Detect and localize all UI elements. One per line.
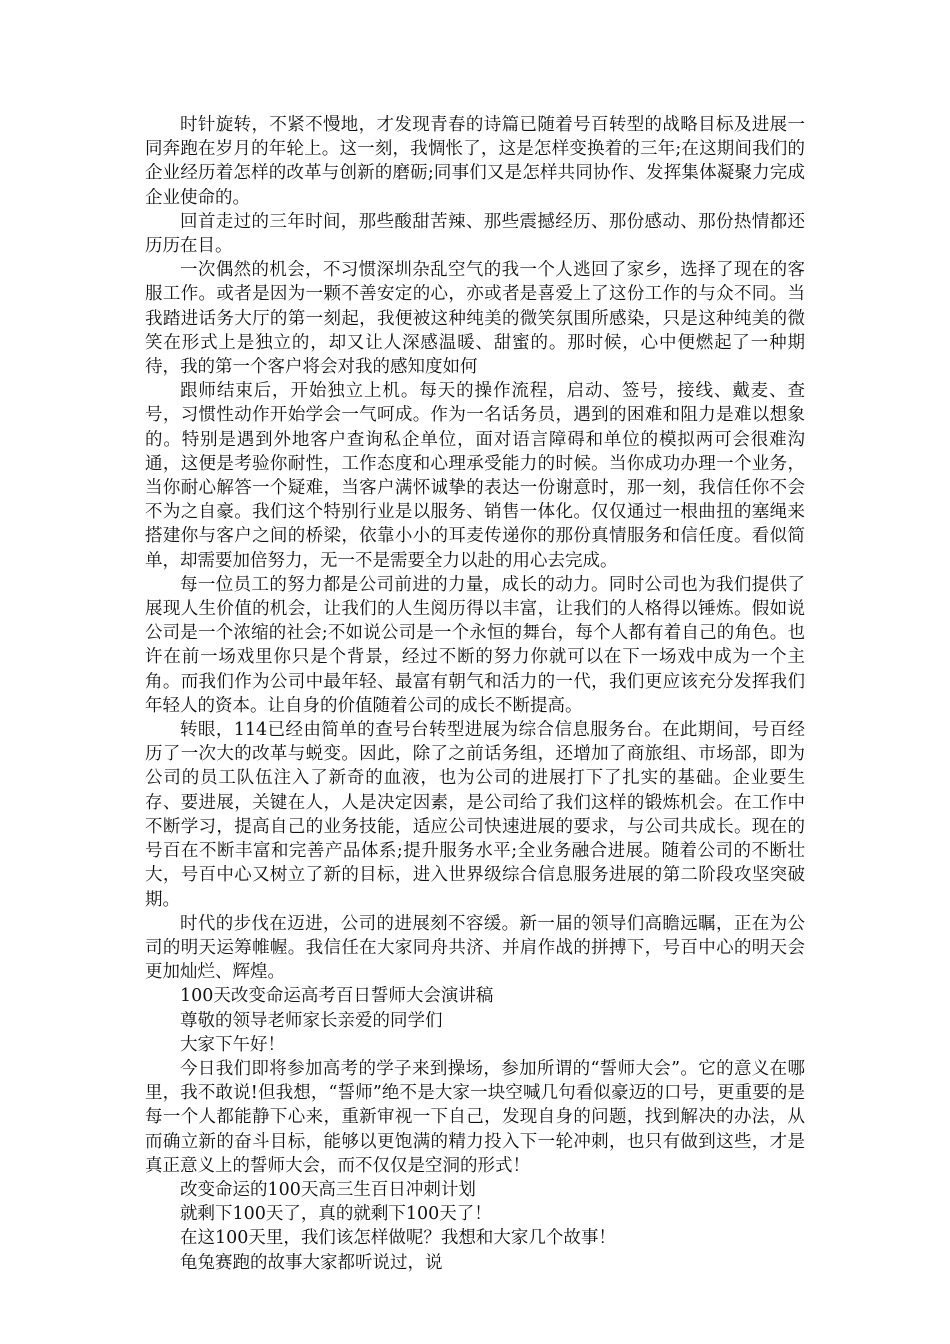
document-body xyxy=(145,113,805,1275)
speech-salutation: 尊敬的领导老师家长亲爱的同学们 xyxy=(180,1010,443,1031)
paragraph-tortoise-hare: 龟兔赛跑的故事大家都听说过，说 xyxy=(180,1252,443,1273)
paragraph-work-routine: 跟师结束后，开始独立上机。每天的操作流程，启动、签号，接线、戴麦、查号，习惯性动作开始学会一气呵成。作为一名话务员，遇到的困难和阻力是难以想象的。特别是遇到外地客户查询私企单位，面对语言障碍和单位的模拟两可会很难沟通，这便是考验你耐性，工作态度和心理承受能力的时候。当你成功办理一个业务，当你耐心解答一个疑难，当客户满怀诚挚的表达一份谢意时，那一刻，我信任你不会不为之自豪。我们这个特别行业是以服务、销售一体化。仅仅通过一根曲扭的塞绳来搭建你与客户之间的桥梁，依靠小小的耳麦传递你的那份真情服务和信任度。看似简单，却需要加倍努力，无一不是需要全力以赴的用心去完成。 xyxy=(145,381,805,571)
speech-title: 100天改变命运高考百日誓师大会演讲稿 xyxy=(180,986,494,1007)
paragraph-future: 时代的步伐在迈进，公司的进展刻不容缓。新一届的领导们高瞻远瞩，正在为公司的明天运筹帷幄。我信任在大家同舟共济、并肩作战的拼搏下，号百中心的明天会更加灿烂、辉煌。 xyxy=(145,913,805,983)
paragraph-100-days: 就剩下100天了，真的就剩下100天了！ xyxy=(180,1204,492,1225)
paragraph-intro: 时针旋转，不紧不慢地，才发现青春的诗篇已随着号百转型的战略目标及进展一同奔跑在岁月的年轮上。这一刻，我惆怅了，这是怎样变换着的三年;在这期间我们的企业经历着怎样的改革与创新的磨砺;同事们又是怎样共同协作、发挥集体凝聚力完成企业使命的。 xyxy=(145,115,805,208)
paragraph-question: 在这100天里，我们该怎样做呢？我想和大家几个故事！ xyxy=(180,1228,616,1249)
paragraph-oath-meaning: 今日我们即将参加高考的学子来到操场，参加所谓的“誓师大会”。它的意义在哪里，我不敢说!但我想，“誓师”绝不是大家一块空喊几句看似豪迈的口号，更重要的是每一个人都能静下心来，重新审视一下自己，发现自身的问题，找到解决的办法，从而确立新的奋斗目标，能够以更饱满的精力投入下一轮冲刺，也只有做到这些，才是真正意义上的誓师大会，而不仅仅是空洞的形式！ xyxy=(145,1058,805,1176)
speech-greeting: 大家下午好！ xyxy=(180,1034,285,1055)
paragraph-employee-effort: 每一位员工的努力都是公司前进的力量，成长的动力。同时公司也为我们提供了展现人生价值的机会，让我们的人生阅历得以丰富，让我们的人格得以锤炼。假如说公司是一个浓缩的社会;不如说公司是一个永恒的舞台，每个人都有着自己的角色。也许在前一场戏里你只是个背景，经过不断的努力你就可以在下一场戏中成为一个主角。而我们作为公司中最年轻、最富有朝气和活力的一代，我们更应该充分发挥我们年轻人的资本。让自身的价值随着公司的成长不断提高。 xyxy=(145,574,805,716)
paragraph-transformation: 转眼，114已经由简单的查号台转型进展为综合信息服务台。在此期间，号百经历了一次大的改革与蜕变。因此，除了之前话务组，还增加了商旅组、市场部，即为公司的员工队伍注入了新奇的血液，也为公司的进展打下了扎实的基础。企业要生存、要进展，关键在人，人是决定因素，是公司给了我们这样的锻炼机会。在工作中不断学习，提高自己的业务技能，适应公司快速进展的要求，与公司共成长。现在的号百在不断丰富和完善产品体系;提升服务水平;全业务融合进展。随着公司的不断壮大，号百中心又树立了新的目标，进入世界级综合信息服务进展的第二阶段攻坚突破期。 xyxy=(145,720,805,910)
paragraph-looking-back: 回首走过的三年时间，那些酸甜苦辣、那些震撼经历、那份感动、那份热情都还历历在目。 xyxy=(145,211,805,257)
paragraph-chance: 一次偶然的机会，不习惯深圳杂乱空气的我一个人逃回了家乡，选择了现在的客服工作。或者是因为一颗不善安定的心，亦或者是喜爱上了这份工作的与众不同。当我踏进话务大厅的第一刻起，我便被这种纯美的微笑氛围所感染，只是这种纯美的微笑在形式上是独立的，却又让人深感温暖、甜蜜的。那时候，心中便燃起了一种期待，我的第一个客户将会对我的感知度如何 xyxy=(145,260,805,378)
plan-title: 改变命运的100天高三生百日冲刺计划 xyxy=(180,1179,476,1200)
